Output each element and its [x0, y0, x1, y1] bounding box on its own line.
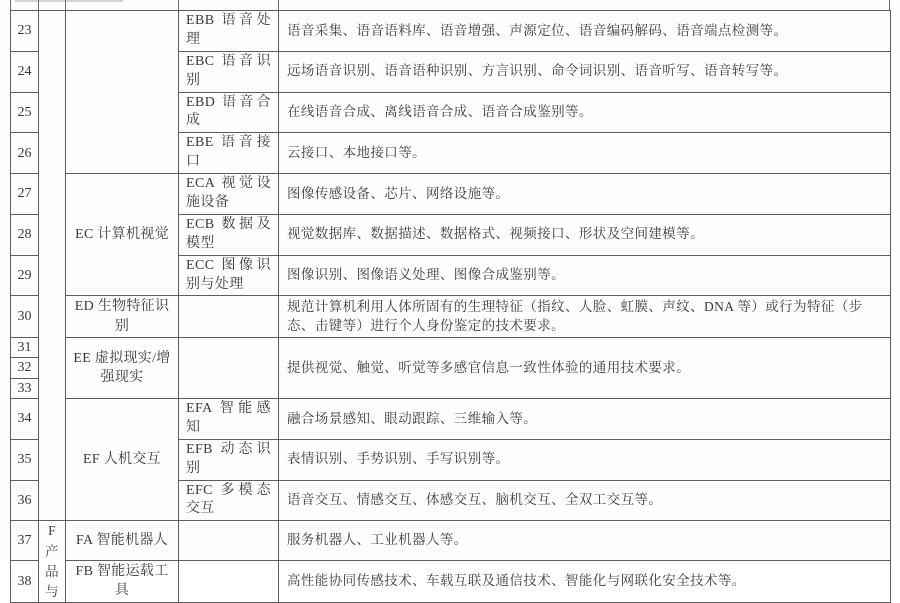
- category-cell-ef: EF 人机交互: [66, 399, 179, 521]
- row-number: 27: [11, 174, 39, 215]
- major-group-f-label: F产品与: [45, 523, 59, 600]
- description-cell: 在线语音合成、离线语音合成、语音合成鉴别等。: [279, 92, 891, 133]
- description-cell: 融合场景感知、眼动跟踪、三维输入等。: [279, 399, 891, 440]
- table-row: [11, 521, 891, 560]
- row-number: 37: [11, 521, 39, 560]
- row-number: 28: [11, 214, 39, 255]
- subcategory-empty-cell: [179, 560, 279, 603]
- subcategory-empty-cell: [179, 338, 279, 399]
- description-cell: 语音交互、情感交互、体感交互、脑机交互、全双工交互等。: [279, 480, 891, 521]
- category-cell-ec: EC 计算机视觉: [66, 174, 179, 296]
- description-cell: 表情识别、手势识别、手写识别等。: [279, 439, 891, 480]
- table-row: [11, 338, 891, 358]
- row-number: 29: [11, 255, 39, 296]
- row-number: 31: [11, 338, 39, 358]
- category-cell-fa: FA 智能机器人: [66, 521, 179, 560]
- category-continuation-cell: [66, 11, 179, 174]
- row-number: 24: [11, 51, 39, 92]
- description-cell: 语音采集、语音语料库、语音增强、声源定位、语音编码解码、语音端点检测等。: [279, 11, 891, 52]
- subcategory-cell: EFB 动态识别: [179, 439, 279, 480]
- subcategory-cell: EFC 多模态交互: [179, 480, 279, 521]
- row-number: 35: [11, 439, 39, 480]
- table-row: [11, 11, 891, 52]
- category-cell-ed: ED 生物特征识别: [66, 296, 179, 338]
- row-number: 26: [11, 133, 39, 174]
- table-row: [11, 174, 891, 215]
- subcategory-cell: ECC 图像识别与处理: [179, 255, 279, 296]
- subcategory-empty-cell: [179, 521, 279, 560]
- table-row: [11, 296, 891, 338]
- scan-artifact: [15, 0, 123, 2]
- subcategory-cell: EBE 语音接口: [179, 133, 279, 174]
- description-cell: 图像识别、图像语义处理、图像合成鉴别等。: [279, 255, 891, 296]
- row-number: 25: [11, 92, 39, 133]
- description-cell: 提供视觉、触觉、听觉等多感官信息一致性体验的通用技术要求。: [279, 338, 891, 399]
- table-row: [11, 399, 891, 440]
- subcategory-cell: EFA 智能感知: [179, 399, 279, 440]
- major-group-f-cell: [39, 521, 66, 603]
- table-row: [11, 560, 891, 603]
- classification-table: [10, 10, 891, 603]
- row-number: 30: [11, 296, 39, 338]
- description-cell: 服务机器人、工业机器人等。: [279, 521, 891, 560]
- row-number: 36: [11, 480, 39, 521]
- subcategory-cell: EBD 语音合成: [179, 92, 279, 133]
- row-number: 34: [11, 399, 39, 440]
- description-cell: 图像传感设备、芯片、网络设施等。: [279, 174, 891, 215]
- category-cell-ee: EE 虚拟现实/增强现实: [66, 338, 179, 399]
- subcategory-cell: EBB 语音处理: [179, 11, 279, 52]
- row-number: 32: [11, 358, 39, 378]
- subcategory-empty-cell: [179, 296, 279, 338]
- subcategory-cell: ECA 视觉设施设备: [179, 174, 279, 215]
- description-cell: 视觉数据库、数据描述、数据格式、视频接口、形状及空间建模等。: [279, 214, 891, 255]
- row-number: 33: [11, 378, 39, 398]
- row-number: 23: [11, 11, 39, 52]
- row-number: 38: [11, 560, 39, 603]
- major-group-e-cell: [39, 11, 66, 521]
- description-cell: 高性能协同传感技术、车载互联及通信技术、智能化与网联化安全技术等。: [279, 560, 891, 603]
- description-cell: 远场语音识别、语音语种识别、方言识别、命令词识别、语音听写、语音转写等。: [279, 51, 891, 92]
- description-cell: 云接口、本地接口等。: [279, 133, 891, 174]
- category-cell-fb: FB 智能运载工具: [66, 560, 179, 603]
- subcategory-cell: ECB 数据及模型: [179, 214, 279, 255]
- subcategory-cell: EBC 语音识别: [179, 51, 279, 92]
- description-cell: 规范计算机利用人体所固有的生理特征（指纹、人脸、虹膜、声纹、DNA 等）或行为特征（步态、击键等）进行个人身份鉴定的技术要求。: [279, 296, 891, 338]
